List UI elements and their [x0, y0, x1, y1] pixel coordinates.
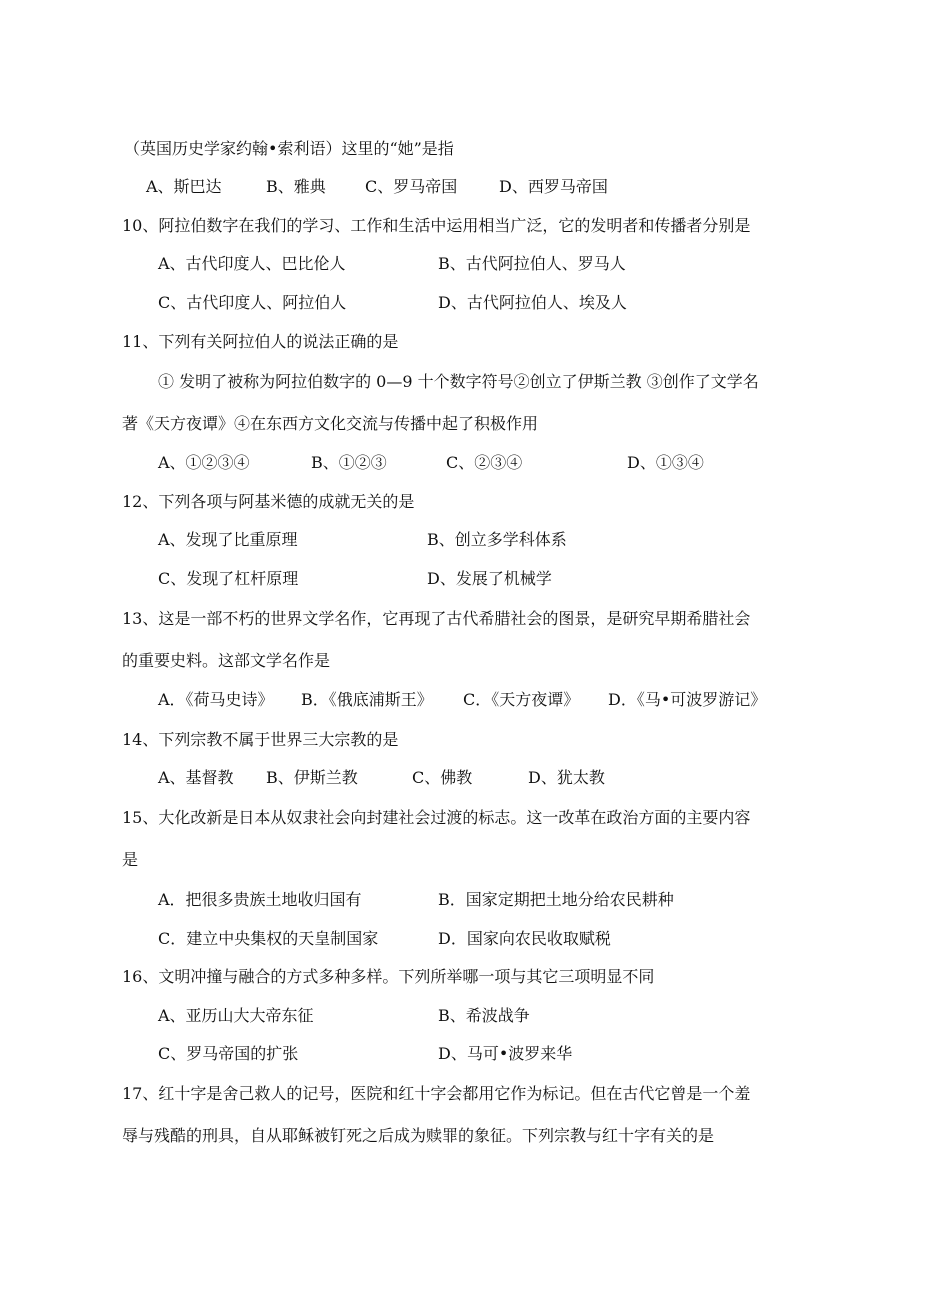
q17-stem-line2: 辱与残酷的刑具，自从耶稣被钉死之后成为赎罪的象征。下列宗教与红十字有关的是	[122, 1126, 715, 1145]
q9-stem-tail: （英国历史学家约翰•索利语）这里的“她”是指	[124, 139, 454, 158]
q14-option-d: D、犹太教	[528, 768, 605, 787]
q9-option-c: C、罗马帝国	[365, 177, 458, 196]
q12-option-b: B、创立多学科体系	[427, 530, 567, 549]
q9-option-d: D、西罗马帝国	[499, 177, 608, 196]
q15-option-b: B．国家定期把土地分给农民耕种	[438, 890, 674, 909]
q10-option-b: B、古代阿拉伯人、罗马人	[438, 254, 626, 273]
q11-option-c: C、②③④	[446, 453, 523, 472]
q10-option-c: C、古代印度人、阿拉伯人	[158, 293, 347, 312]
q12-option-a: A、发现了比重原理	[158, 530, 298, 549]
q16-stem: 16、文明冲撞与融合的方式多种多样。下列所举哪一项与其它三项明显不同	[122, 967, 655, 986]
q16-option-b: B、希波战争	[438, 1006, 530, 1025]
q10-stem: 10、阿拉伯数字在我们的学习、工作和生活中运用相当广泛，它的发明者和传播者分别是	[122, 216, 751, 235]
q12-option-c: C、发现了杠杆原理	[158, 569, 299, 588]
q10-option-d: D、古代阿拉伯人、埃及人	[438, 293, 627, 312]
q14-option-b: B、伊斯兰教	[266, 768, 358, 787]
q15-option-d: D．国家向农民收取赋税	[438, 929, 611, 948]
q13-option-c: C．《天方夜谭》	[463, 690, 580, 709]
q13-option-d: D．《马•可波罗游记》	[608, 690, 767, 709]
q11-stem: 11、下列有关阿拉伯人的说法正确的是	[122, 332, 399, 351]
q11-option-a: A、①②③④	[158, 453, 250, 472]
q12-option-d: D、发展了机械学	[427, 569, 552, 588]
q17-stem-line1: 17、红十字是舍己救人的记号，医院和红十字会都用它作为标记。但在古代它曾是一个羞	[122, 1084, 751, 1103]
q11-statement-line2: 著《天方夜谭》④在东西方文化交流与传播中起了积极作用	[122, 414, 539, 433]
q15-option-a: A．把很多贵族土地收归国有	[158, 890, 362, 909]
q16-option-a: A、亚历山大大帝东征	[158, 1006, 314, 1025]
q11-statement-line1: ① 发明了被称为阿拉伯数字的 0—9 十个数字符号②创立了伊斯兰教 ③创作了文学名	[158, 372, 759, 391]
q14-stem: 14、下列宗教不属于世界三大宗教的是	[122, 730, 399, 749]
q13-option-b: B．《俄底浦斯王》	[301, 690, 433, 709]
q13-stem-line1: 13、这是一部不朽的世界文学名作，它再现了古代希腊社会的图景，是研究早期希腊社会	[122, 609, 751, 628]
q15-option-c: C．建立中央集权的天皇制国家	[158, 929, 379, 948]
q16-option-c: C、罗马帝国的扩张	[158, 1044, 299, 1063]
q16-option-d: D、马可•波罗来华	[438, 1044, 573, 1063]
q11-option-b: B、①②③	[311, 453, 387, 472]
q13-stem-line2: 的重要史料。这部文学名作是	[122, 651, 331, 670]
q11-option-d: D、①③④	[627, 453, 704, 472]
q14-option-c: C、佛教	[412, 768, 473, 787]
q12-stem: 12、下列各项与阿基米德的成就无关的是	[122, 492, 415, 511]
q15-stem-line2: 是	[122, 850, 139, 869]
q10-option-a: A、古代印度人、巴比伦人	[158, 254, 346, 273]
q9-option-a: A、斯巴达	[146, 177, 222, 196]
q14-option-a: A、基督教	[158, 768, 234, 787]
q15-stem-line1: 15、大化改新是日本从奴隶社会向封建社会过渡的标志。这一改革在政治方面的主要内容	[122, 808, 751, 827]
q9-option-b: B、雅典	[266, 177, 326, 196]
q13-option-a: A．《荷马史诗》	[158, 690, 274, 709]
